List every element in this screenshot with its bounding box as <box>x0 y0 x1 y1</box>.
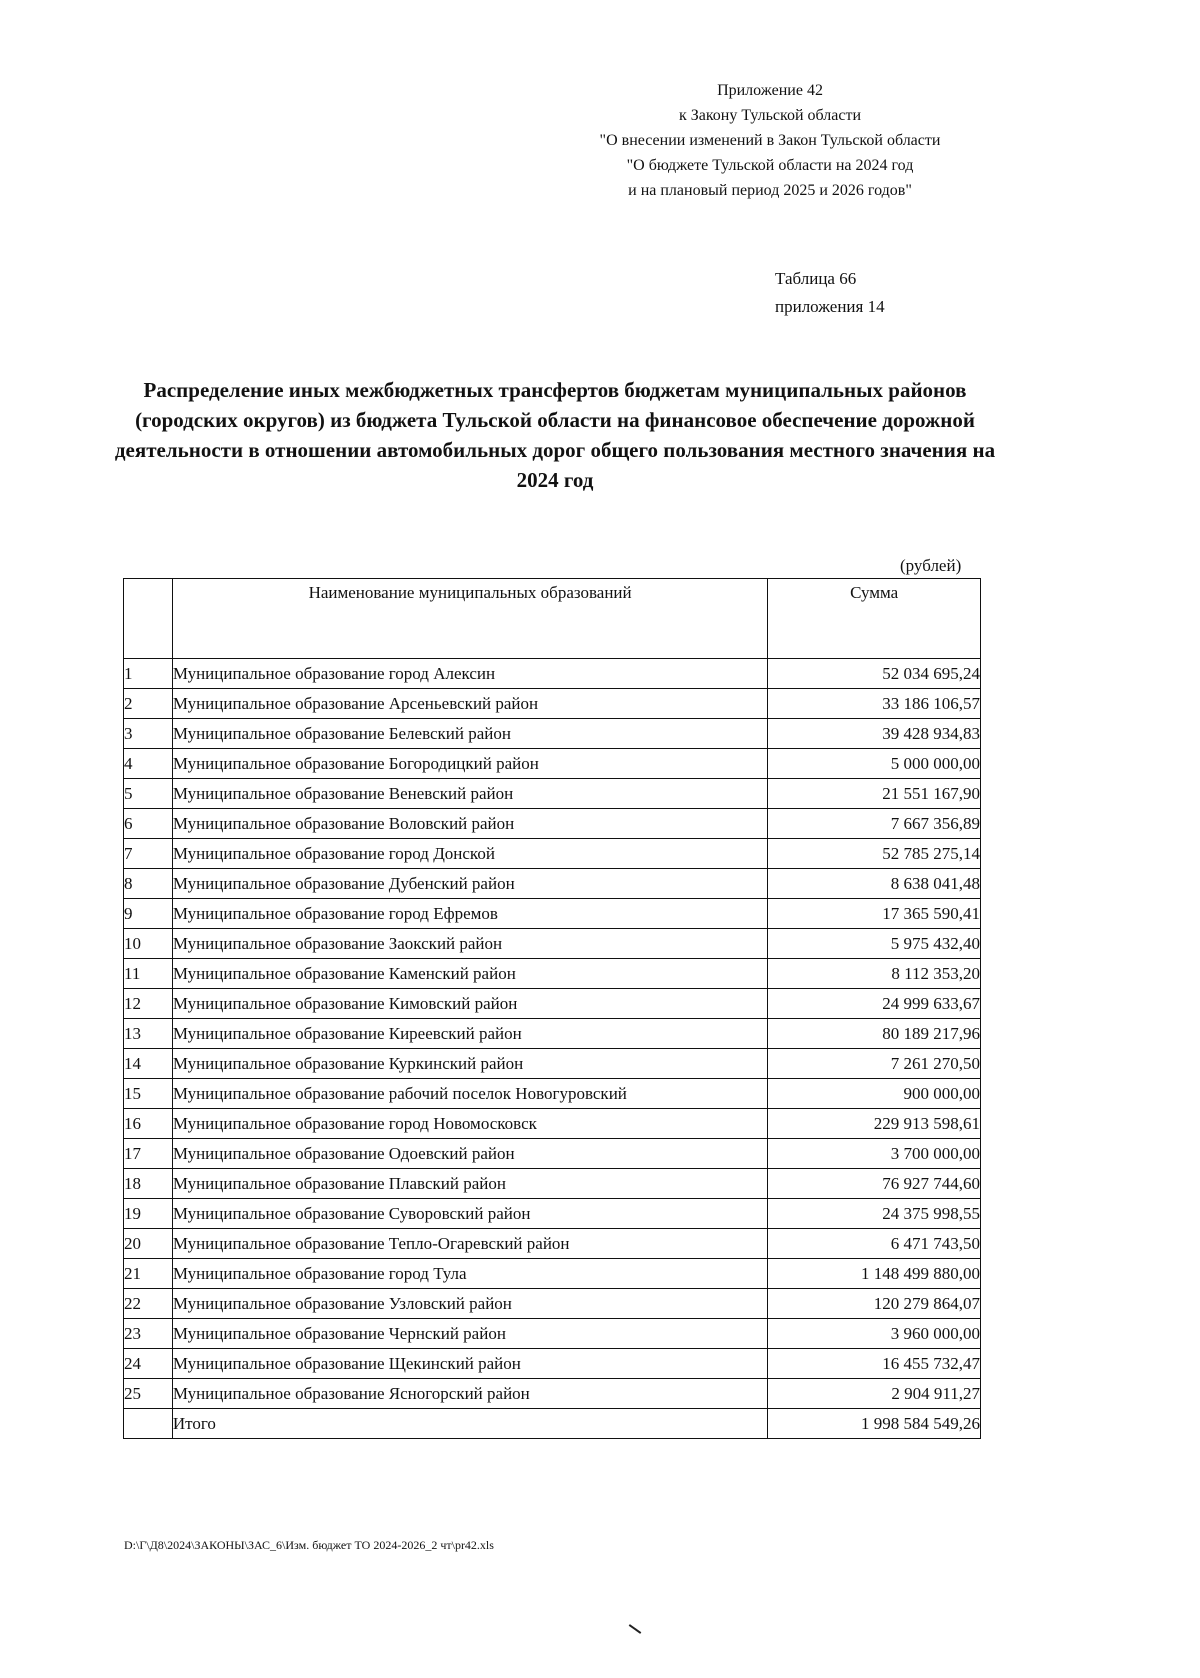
row-number: 11 <box>124 959 173 989</box>
municipality-name: Муниципальное образование город Новомосковск <box>172 1109 767 1139</box>
table-row <box>124 1259 981 1289</box>
header-name-cell: Наименование муниципальных образований <box>172 579 767 659</box>
total-label: Итого <box>172 1409 767 1439</box>
municipality-name: Муниципальное образование Воловский район <box>172 809 767 839</box>
row-number: 13 <box>124 1019 173 1049</box>
total-num-cell <box>124 1409 173 1439</box>
scan-mark <box>629 1624 642 1634</box>
row-number: 10 <box>124 929 173 959</box>
amount: 3 960 000,00 <box>768 1319 981 1349</box>
table-row <box>124 1019 981 1049</box>
table-row <box>124 1049 981 1079</box>
row-number: 3 <box>124 719 173 749</box>
municipality-name: Муниципальное образование Арсеньевский район <box>172 689 767 719</box>
amount: 6 471 743,50 <box>768 1229 981 1259</box>
amount: 76 927 744,60 <box>768 1169 981 1199</box>
header-num-cell <box>124 579 173 659</box>
row-number: 18 <box>124 1169 173 1199</box>
amount: 17 365 590,41 <box>768 899 981 929</box>
appendix-line-2: к Закону Тульской области <box>678 107 862 124</box>
table-reference-line-1: Таблица 66 <box>775 269 857 288</box>
amount: 33 186 106,57 <box>768 689 981 719</box>
amount: 52 034 695,24 <box>768 659 981 689</box>
appendix-line-3: "О внесении изменений в Закон Тульской области <box>599 132 941 149</box>
municipality-name: Муниципальное образование Узловский район <box>172 1289 767 1319</box>
table-row <box>124 689 981 719</box>
row-number: 5 <box>124 779 173 809</box>
table-row <box>124 719 981 749</box>
total-amount: 1 998 584 549,26 <box>768 1409 981 1439</box>
amount: 8 112 353,20 <box>768 959 981 989</box>
table-row <box>124 929 981 959</box>
row-number: 7 <box>124 839 173 869</box>
table-row <box>124 869 981 899</box>
municipality-name: Муниципальное образование Куркинский район <box>172 1049 767 1079</box>
municipality-name: Муниципальное образование Веневский район <box>172 779 767 809</box>
municipality-name: Муниципальное образование Щекинский район <box>172 1349 767 1379</box>
row-number: 14 <box>124 1049 173 1079</box>
table-row <box>124 1139 981 1169</box>
municipality-name: Муниципальное образование город Алексин <box>172 659 767 689</box>
row-number: 20 <box>124 1229 173 1259</box>
table-row <box>124 779 981 809</box>
amount: 8 638 041,48 <box>768 869 981 899</box>
amount: 52 785 275,14 <box>768 839 981 869</box>
municipality-name: Муниципальное образование Богородицкий район <box>172 749 767 779</box>
row-number: 24 <box>124 1349 173 1379</box>
total-row <box>124 1409 981 1439</box>
amount: 39 428 934,83 <box>768 719 981 749</box>
table-row <box>124 1379 981 1409</box>
appendix-line-1: Приложение 42 <box>717 82 823 99</box>
amount: 7 261 270,50 <box>768 1049 981 1079</box>
municipality-name: Муниципальное образование Чернский район <box>172 1319 767 1349</box>
table-reference-line-2: приложения 14 <box>775 297 885 316</box>
municipality-name: Муниципальное образование Суворовский район <box>172 1199 767 1229</box>
amount: 80 189 217,96 <box>768 1019 981 1049</box>
municipality-name: Муниципальное образование Тепло-Огаревский район <box>172 1229 767 1259</box>
amount: 24 375 998,55 <box>768 1199 981 1229</box>
amount: 16 455 732,47 <box>768 1349 981 1379</box>
amount: 900 000,00 <box>768 1079 981 1109</box>
header-sum-cell: Сумма <box>768 579 981 659</box>
document-title: Распределение иных межбюджетных трансфертов бюджетам муниципальных районов (городских округов) из бюджета Тульской области на финансовое обеспечение дорожной деятельности в отношении автомобильных дорог общего пользования местного значения на 2024 год <box>114 378 996 492</box>
amount: 5 975 432,40 <box>768 929 981 959</box>
row-number: 25 <box>124 1379 173 1409</box>
amount: 1 148 499 880,00 <box>768 1259 981 1289</box>
amount: 21 551 167,90 <box>768 779 981 809</box>
table-row <box>124 1289 981 1319</box>
row-number: 1 <box>124 659 173 689</box>
municipality-name: Муниципальное образование Киреевский район <box>172 1019 767 1049</box>
municipality-name: Муниципальное образование город Тула <box>172 1259 767 1289</box>
row-number: 2 <box>124 689 173 719</box>
table-row <box>124 1169 981 1199</box>
table-row <box>124 839 981 869</box>
municipality-name: Муниципальное образование Кимовский район <box>172 989 767 1019</box>
table-row <box>124 749 981 779</box>
distribution-table <box>123 578 981 1439</box>
appendix-line-4: "О бюджете Тульской области на 2024 год <box>626 157 914 174</box>
row-number: 16 <box>124 1109 173 1139</box>
row-number: 6 <box>124 809 173 839</box>
row-number: 12 <box>124 989 173 1019</box>
table-row <box>124 1229 981 1259</box>
municipality-name: Муниципальное образование город Донской <box>172 839 767 869</box>
row-number: 8 <box>124 869 173 899</box>
table-row <box>124 1349 981 1379</box>
municipality-name: Муниципальное образование город Ефремов <box>172 899 767 929</box>
municipality-name: Муниципальное образование Белевский район <box>172 719 767 749</box>
row-number: 9 <box>124 899 173 929</box>
table-row <box>124 659 981 689</box>
amount: 3 700 000,00 <box>768 1139 981 1169</box>
row-number: 15 <box>124 1079 173 1109</box>
amount: 7 667 356,89 <box>768 809 981 839</box>
row-number: 23 <box>124 1319 173 1349</box>
row-number: 21 <box>124 1259 173 1289</box>
table-row <box>124 1319 981 1349</box>
municipality-name: Муниципальное образование Заокский район <box>172 929 767 959</box>
table-row <box>124 1109 981 1139</box>
table-header-row <box>124 579 981 659</box>
municipality-name: Муниципальное образование Дубенский район <box>172 869 767 899</box>
appendix-line-5: и на плановый период 2025 и 2026 годов" <box>628 182 912 199</box>
row-number: 4 <box>124 749 173 779</box>
municipality-name: Муниципальное образование Плавский район <box>172 1169 767 1199</box>
amount: 24 999 633,67 <box>768 989 981 1019</box>
table-reference <box>775 265 885 321</box>
municipality-name: Муниципальное образование Одоевский район <box>172 1139 767 1169</box>
table-row <box>124 899 981 929</box>
amount: 2 904 911,27 <box>768 1379 981 1409</box>
file-path: D:\Г\Д8\2024\ЗАКОНЫ\ЗАС_6\Изм. бюджет ТО 2024-2026_2 чт\pr42.xls <box>124 1538 494 1552</box>
amount: 120 279 864,07 <box>768 1289 981 1319</box>
units-label: (рублей) <box>900 556 962 575</box>
appendix-header <box>560 78 980 203</box>
row-number: 19 <box>124 1199 173 1229</box>
table-row <box>124 809 981 839</box>
table-row <box>124 1079 981 1109</box>
row-number: 17 <box>124 1139 173 1169</box>
amount: 229 913 598,61 <box>768 1109 981 1139</box>
table-row <box>124 959 981 989</box>
table-row <box>124 989 981 1019</box>
row-number: 22 <box>124 1289 173 1319</box>
amount: 5 000 000,00 <box>768 749 981 779</box>
table-row <box>124 1199 981 1229</box>
municipality-name: Муниципальное образование Ясногорский район <box>172 1379 767 1409</box>
municipality-name: Муниципальное образование Каменский район <box>172 959 767 989</box>
municipality-name: Муниципальное образование рабочий поселок Новогуровский <box>172 1079 767 1109</box>
